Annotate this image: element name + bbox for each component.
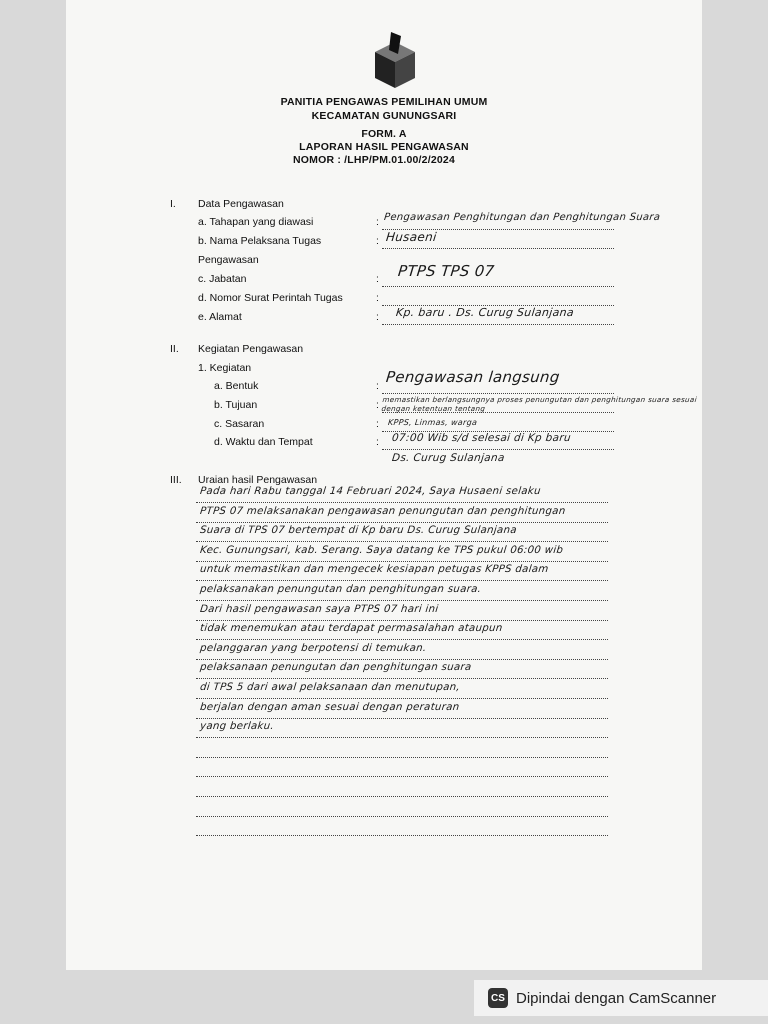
- field-nama-label: b. Nama Pelaksana Tugas: [198, 235, 322, 247]
- uraian-rule: [196, 678, 608, 679]
- uraian-rule: [196, 776, 608, 777]
- uraian-line: pelaksanakan penungutan dan penghitungan suara.: [199, 584, 482, 595]
- field-waktu-value-line2: Ds. Curug Sulanjana: [391, 452, 506, 464]
- header-form: FORM. A: [361, 128, 407, 140]
- uraian-line: untuk memastikan dan mengecek kesiapan petugas KPPS dalam: [199, 564, 550, 576]
- uraian-rule: [196, 659, 608, 660]
- uraian-rule: [196, 522, 608, 523]
- field-jabatan-value: PTPS TPS 07: [397, 262, 496, 280]
- uraian-rule: [196, 757, 608, 758]
- field-tahapan-value: Pengawasan Penghitungan dan Penghitungan Suara: [383, 212, 661, 223]
- field-tujuan-value: memastikan berlangsungnya proses penungutan dan penghitungan suara sesuai dengan ketentuan tentang: [381, 395, 698, 413]
- uraian-rule: [196, 698, 608, 699]
- header-org: PANITIA PENGAWAS PEMILIHAN UMUM: [280, 96, 488, 108]
- field-bentuk-label: a. Bentuk: [214, 380, 259, 392]
- section3-title: Uraian hasil Pengawasan: [198, 474, 318, 486]
- section1-title: Data Pengawasan: [198, 198, 284, 210]
- uraian-line: berjalan dengan aman sesuai dengan peraturan: [199, 701, 460, 713]
- field-nama-value: Husaeni: [385, 230, 438, 244]
- field-bentuk-value: Pengawasan langsung: [385, 368, 561, 386]
- uraian-rule: [196, 718, 608, 719]
- uraian-rule: [196, 639, 608, 640]
- header-district: KECAMATAN GUNUNGSARI: [311, 110, 457, 122]
- uraian-line: Kec. Gunungsari, kab. Serang. Saya datang ke TPS pukul 06:00 wib: [199, 544, 564, 556]
- uraian-line: Dari hasil pengawasan saya PTPS 07 hari ini: [199, 603, 440, 615]
- camscanner-icon: CS: [488, 988, 508, 1008]
- uraian-rule: [196, 502, 608, 503]
- uraian-rule: [196, 796, 608, 797]
- bawaslu-logo: [365, 30, 425, 92]
- uraian-line: yang berlaku.: [199, 721, 275, 733]
- field-alamat-label: e. Alamat: [198, 311, 242, 323]
- section1-num: I.: [170, 198, 176, 210]
- uraian-rule: [196, 835, 608, 836]
- field-waktu-label: d. Waktu dan Tempat: [214, 436, 313, 448]
- header-report: LAPORAN HASIL PENGAWASAN: [299, 141, 469, 153]
- section2-num: II.: [170, 343, 179, 355]
- camscanner-watermark: [474, 980, 768, 1016]
- uraian-line: pelanggaran yang berpotensi di temukan.: [199, 642, 428, 654]
- uraian-rule: [196, 816, 608, 817]
- uraian-line: di TPS 5 dari awal pelaksanaan dan menutupan,: [199, 682, 461, 693]
- uraian-line: Pada hari Rabu tanggal 14 Februari 2024, Saya Husaeni selaku: [199, 486, 542, 497]
- field-nomor-surat-label: d. Nomor Surat Perintah Tugas: [198, 292, 343, 304]
- uraian-line: PTPS 07 melaksanakan pengawasan penungutan dan penghitungan: [199, 505, 567, 517]
- uraian-line: tidak menemukan atau terdapat permasalahan ataupun: [199, 623, 504, 635]
- field-alamat-value: Kp. baru . Ds. Curug Sulanjana: [395, 306, 575, 319]
- uraian-rule: [196, 541, 608, 542]
- field-waktu-value: 07:00 Wib s/d selesai di Kp baru: [391, 432, 572, 444]
- section2-sub: 1. Kegiatan: [198, 362, 252, 374]
- field-pengawasan-label: Pengawasan: [198, 254, 259, 266]
- uraian-line: pelaksanaan penungutan dan penghitungan suara: [199, 662, 473, 674]
- uraian-rule: [196, 620, 608, 621]
- uraian-rule: [196, 600, 608, 601]
- uraian-rule: [196, 561, 608, 562]
- field-tujuan-label: b. Tujuan: [214, 399, 258, 411]
- section3-num: III.: [170, 474, 182, 486]
- field-jabatan-label: c. Jabatan: [198, 273, 247, 285]
- section2-title: Kegiatan Pengawasan: [198, 343, 304, 355]
- uraian-rule: [196, 580, 608, 581]
- uraian-rule: [196, 737, 608, 738]
- field-sasaran-label: c. Sasaran: [214, 418, 265, 430]
- field-sasaran-value: KPPS, Linmas, warga: [387, 418, 478, 427]
- camscanner-text: Dipindai dengan CamScanner: [516, 989, 717, 1007]
- uraian-line: Suara di TPS 07 bertempat di Kp baru Ds. Curug Sulanjana: [199, 525, 518, 537]
- field-tahapan-label: a. Tahapan yang diawasi: [198, 216, 314, 228]
- header-nomor: NOMOR : /LHP/PM.01.00/2/2024: [293, 154, 455, 166]
